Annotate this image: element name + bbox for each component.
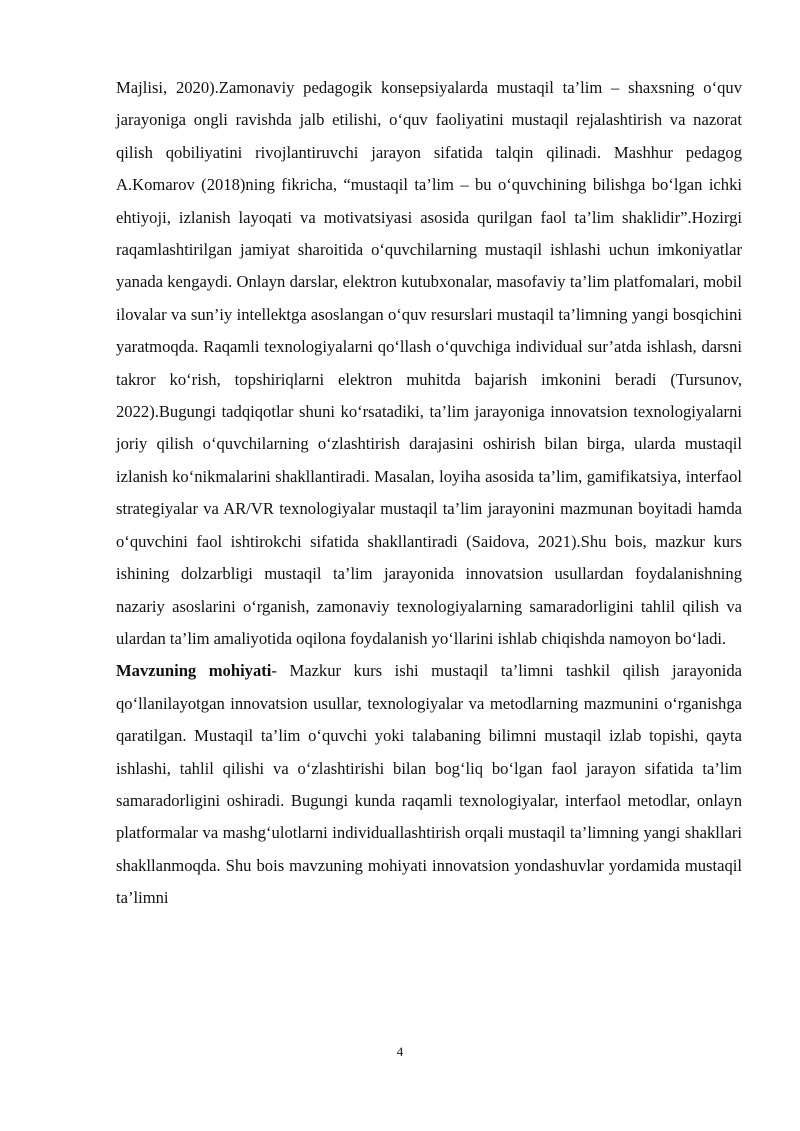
section-paragraph <box>116 655 742 914</box>
page-number: 4 <box>396 1044 404 1059</box>
section-heading: Mavzuning mohiyati <box>116 661 272 681</box>
document-page <box>116 72 742 915</box>
section-body-text: - Mazkur kurs ishi mustaqil ta’limni tashkil qilish jarayonida qo‘llanilayotgan innovatsion usullar, texnologiyalar va metodlarning mazmunini o‘rganishga qaratilgan. Mustaqil ta’lim o‘quvchi yoki talabaning bilimni mustaqil izlab topishi, qayta ishlashi, tahlil qilishi va o‘zlashtirishi bilan bog‘liq bo‘lgan faol jarayon sifatida ta’lim samaradorligini oshiradi. Bugungi kunda raqamli texnologiyalar, interfaol metodlar, onlayn platformalar va mashg‘ulotlarni individuallashtirish orqali mustaqil ta’limning yangi shakllari shakllanmoqda. Shu bois mavzuning mohiyati innovatsion yondashuvlar yordamida mustaqil ta’limni <box>116 661 742 908</box>
body-paragraph: Majlisi, 2020).Zamonaviy pedagogik konsepsiyalarda mustaqil ta’lim – shaxsning o‘quv jarayoniga ongli ravishda jalb etilishi, o‘quv faoliyatini mustaqil rejalashtirish va nazorat qilish qobiliyatini rivojlantiruvchi jarayon sifatida talqin qilinadi. Mashhur pedagog A.Komarov (2018)ning fikricha, “mustaqil ta’lim – bu o‘quvchining bilishga bo‘lgan ichki ehtiyoji, izlanish layoqati va motivatsiyasi asosida qurilgan faol ta’lim shaklidir”.Hozirgi raqamlashtirilgan jamiyat sharoitida o‘quvchilarning mustaqil ishlashi uchun imkoniyatlar yanada kengaydi. Onlayn darslar, elektron kutubxonalar, masofaviy ta’lim platfomalari, mobil ilovalar va sun’iy intellektga asoslangan o‘quv resurslari mustaqil ta’limning yangi bosqichini yaratmoqda. Raqamli texnologiyalarni qo‘llash o‘quvchiga individual sur’atda ishlash, darsni takror ko‘rish, topshiriqlarni elektron muhitda bajarish imkonini beradi (Tursunov, 2022).Bugungi tadqiqotlar shuni ko‘rsatadiki, ta’lim jarayoniga innovatsion texnologiyalarni joriy qilish o‘quvchilarning o‘zlashtirish darajasini oshirish bilan birga, ularda mustaqil izlanish ko‘nikmalarini shakllantiradi. Masalan, loyiha asosida ta’lim, gamifikatsiya, interfaol strategiyalar va AR/VR texnologiyalar mustaqil ta’lim jarayonini mazmunan boyitadi hamda o‘quvchini faol ishtirokchi sifatida shakllantiradi (Saidova, 2021).Shu bois, mazkur kurs ishining dolzarbligi mustaqil ta’lim jarayonida innovatsion usullardan foydalanishning nazariy asoslarini o‘rganish, zamonaviy texnologiyalarning samaradorligini tahlil qilish va ulardan ta’lim amaliyotida oqilona foydalanish yo‘llarini ishlab chiqishda namoyon bo‘ladi. <box>116 78 742 648</box>
